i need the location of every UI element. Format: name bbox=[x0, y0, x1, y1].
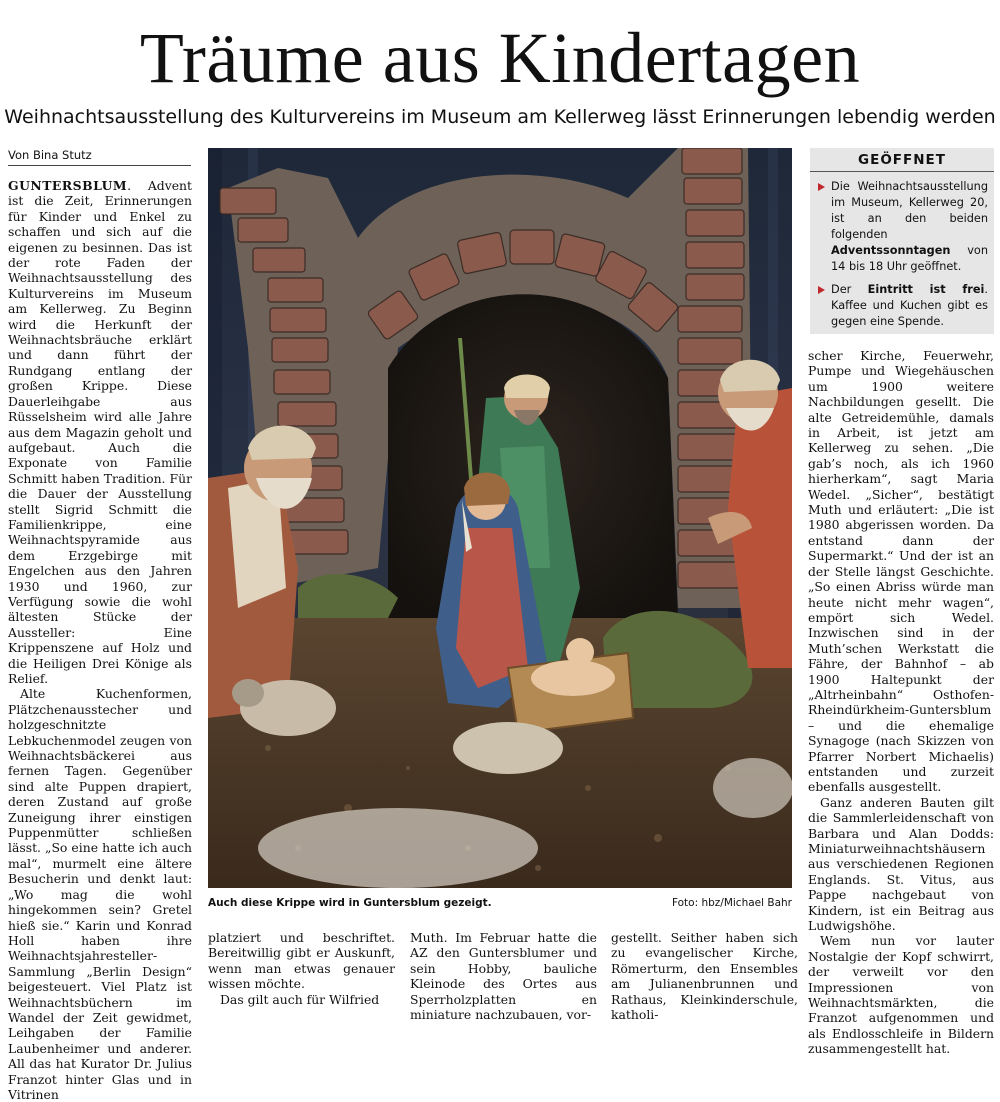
article-column-5 bbox=[808, 348, 994, 1057]
opening-hours-box bbox=[810, 148, 994, 334]
article-column-2 bbox=[208, 930, 395, 1007]
nativity-scene-photo bbox=[208, 148, 792, 888]
info-bold: Eintritt ist frei bbox=[867, 283, 985, 296]
photo-credit: Foto: hbz/Michael Bahr bbox=[671, 897, 792, 909]
dateline: GUNTERSBLUM bbox=[8, 178, 128, 193]
article-paragraph: Ganz anderen Bauten gilt die Sammlerleidenschaft von Barbara und Alan Dodds: Miniaturweihnachtshäusern aus verschiedenen Regionen Englands. St. Vitus, aus Pappe nachgebaut von Kindern, ist ein Beitrag aus Ludwigshöhe. bbox=[808, 794, 994, 934]
headline: Träume aus Kindertagen bbox=[139, 18, 861, 98]
subheadline: Weihnachtsausstellung des Kulturvereins im Museum am Kellerweg lässt Erinnerungen lebendig werden bbox=[4, 106, 996, 128]
infobox-item bbox=[818, 179, 988, 275]
bullet-triangle-icon bbox=[818, 183, 825, 191]
article-column-1 bbox=[8, 178, 192, 1102]
article-paragraph bbox=[8, 178, 192, 686]
paragraph-text: . Advent ist die Zeit, Erinnerungen für Kinder und Enkel zu schaffen und sich auf die eigenen zu besinnen. Das ist der rote Faden der Weihnachtsausstellung des Kulturvereins im Museum am Kellerweg. Zu Beginn wird die Herkunft der Weihnachtsbräuche erklärt und dann führt der Rundgang entlang der großen Krippe. Diese Dauerleihgabe aus Rüsselsheim wird alle Jahre aus dem Magazin geholt und aufgebaut. Auch die Exponate von Familie Schmitt haben Tradition. Für die Dauer der Ausstellung stellt Sigrid Schmitt die Familienkrippe, eine Weihnachtspyramide aus dem Erzgebirge mit Engelchen aus den Jahren 1930 und 1960, zur Verfügung sowie die wohl ältesten Stücke der Aussteller: Eine Krippenszene auf Holz und die Heiligen Drei Könige als Relief. bbox=[8, 178, 192, 686]
byline: Von Bina Stutz bbox=[8, 148, 191, 166]
info-text: . Kaffee und Kuchen gibt es gegen eine Spende. bbox=[831, 283, 988, 328]
bullet-triangle-icon bbox=[818, 286, 825, 294]
article-paragraph: Muth. Im Februar hatte die AZ den Guntersblumer und sein Hobby, bauliche Kleinode des Ortes aus Sperrholzplatten en miniature nachzubauen, vor- bbox=[410, 930, 597, 1023]
info-text: Die Weihnachtsausstellung im Museum, Kellerweg 20, ist an den beiden folgenden bbox=[831, 180, 988, 241]
info-text: von 14 bis 18 Uhr geöffnet. bbox=[831, 244, 988, 273]
article-column-4 bbox=[611, 930, 798, 1022]
article-paragraph: Wem nun vor lauter Nostalgie der Kopf schwirrt, der verweilt vor den Impressionen von Weihnachtsmärkten, die Franzot aufgenommen und als Endlosschleife in Bildern zusammengestellt hat. bbox=[808, 933, 994, 1057]
infobox-title: GEÖFFNET bbox=[810, 152, 994, 172]
info-bold: Adventssonntagen bbox=[831, 244, 951, 257]
article-column-3 bbox=[410, 930, 597, 1022]
photo-caption: Auch diese Krippe wird in Guntersblum gezeigt. bbox=[208, 897, 492, 909]
info-text: Der bbox=[831, 283, 868, 296]
infobox-item bbox=[818, 282, 988, 330]
article-paragraph: Alte Kuchenformen, Plätzchenausstecher und holzgeschnitzte Lebkuchenmodel zeugen von Weihnachtsbäckerei aus fernen Tagen. Gegenüber sind alte Puppen drapiert, deren Zustand auf große Zuneigung ihrer einstigen Puppenmütter schließen lässt. „So eine hatte ich auch mal“, murmelt eine ältere Besucherin und denkt laut: „Wo mag die wohl hingekommen sein? Gretel hieß sie.“ Karin und Konrad Holl haben ihre Weihnachtsjahresteller-Sammlung „Berlin Design“ beigesteuert. Viel Platz ist Weihnachtsbüchern im Wandel der Zeit gewidmet, Leihgaben der Familie Laubenheimer und anderer. All das hat Kurator Dr. Julius Franzot hinter Glas und in Vitrinen bbox=[8, 686, 192, 1102]
article-paragraph: platziert und beschriftet. Bereitwillig gibt er Auskunft, wenn man etwas genauer wissen möchte. bbox=[208, 930, 395, 992]
article-paragraph: Das gilt auch für Wilfried bbox=[220, 991, 380, 1007]
article-paragraph: gestellt. Seither haben sich zu evangelischer Kirche, Römerturm, den Ensembles am Julianenbrunnen und Rathaus, Kleinkinderschule, katholi- bbox=[611, 930, 798, 1023]
article-paragraph: scher Kirche, Feuerwehr, Pumpe und Wiegehäuschen um 1900 weitere Nachbildungen gesellt. Die alte Getreidemühle, damals in Arbeit, ist jetzt am Kellerweg zu sehen. „Die gab’s noch, als ich 1960 hierherkam“, sagt Maria Wedel. „Sicher“, bestätigt Muth und erläutert: „Die ist 1980 abgerissen worden. Da entstand dann der Supermarkt.“ Und der ist an der Stelle längst Geschichte. „So einen Abriss würde man heute nicht mehr wagen“, empört sich Wedel. Inzwischen sind in der Muth’schen Werkstatt die Fähre, der Bahnhof – ab 1900 Haltepunkt der „Altrheinbahn“ Osthofen-Rheindürkheim-Guntersblum – und die ehemalige Synagoge (nach Skizzen von Pfarrer Norbert Michaelis) entstanden und zurzeit ebenfalls ausgestellt. bbox=[808, 348, 994, 795]
